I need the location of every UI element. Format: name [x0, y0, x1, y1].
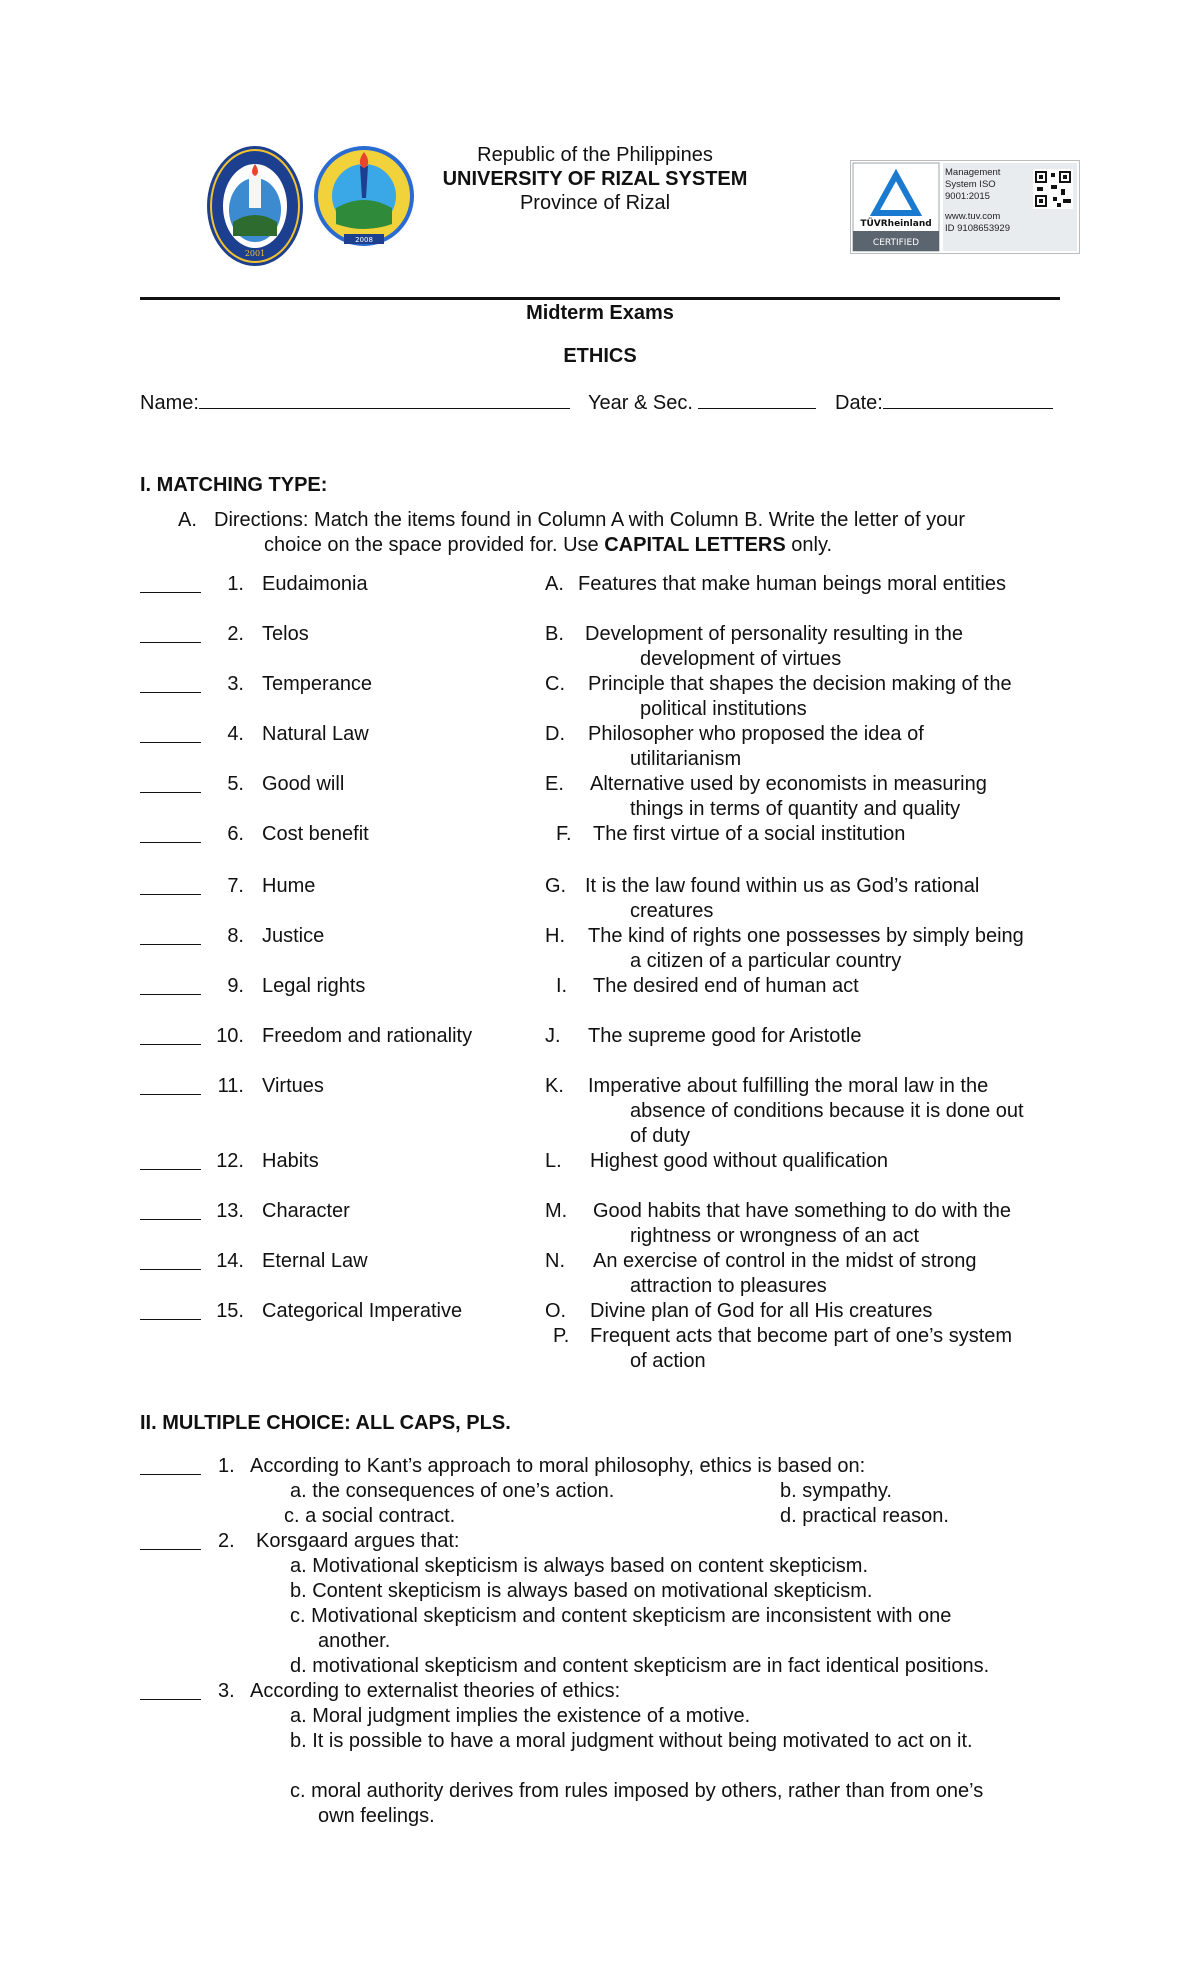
- column-b-description: Alternative used by economists in measuring: [590, 773, 987, 795]
- column-b-description: Principle that shapes the decision making of the: [588, 673, 1012, 695]
- item-number: 8.: [227, 925, 244, 947]
- mc-answer-blank-3[interactable]: [140, 1699, 201, 1700]
- seal-year: 2001: [244, 249, 266, 258]
- column-b-description: Features that make human beings moral entities: [578, 573, 1006, 595]
- column-b-description: Highest good without qualification: [590, 1150, 888, 1172]
- exam-title: Midterm Exams: [526, 302, 674, 324]
- column-b-letter: O.: [545, 1300, 567, 1322]
- column-b-description-continued: development of virtues: [640, 648, 842, 670]
- year-section-blank[interactable]: [698, 388, 816, 409]
- answer-blank[interactable]: [140, 842, 201, 843]
- answer-blank[interactable]: [140, 742, 201, 743]
- column-b-description-continued: rightness or wrongness of an act: [630, 1225, 920, 1247]
- column-b-description-continued: creatures: [630, 900, 714, 922]
- answer-blank[interactable]: [140, 1319, 201, 1320]
- mc-option: b. sympathy.: [780, 1480, 892, 1502]
- answer-blank[interactable]: [140, 894, 201, 895]
- mc-option: c. a social contract.: [284, 1505, 456, 1527]
- mc-option: b. It is possible to have a moral judgment without being motivated to act on it.: [290, 1730, 973, 1752]
- column-b-description-continued: things in terms of quantity and quality: [630, 798, 961, 820]
- name-field[interactable]: [140, 388, 570, 415]
- tuv-brand-text: TÜVRheinland: [860, 219, 932, 229]
- mc-question-stem: According to externalist theories of ethics:: [250, 1680, 621, 1702]
- tuv-url-text: www.tuv.com: [945, 211, 1001, 222]
- column-b-letter: F.: [556, 823, 572, 845]
- university-seal-logo: [205, 144, 305, 268]
- date-blank[interactable]: [883, 388, 1053, 409]
- item-number: 10.: [216, 1025, 244, 1047]
- column-b-letter: N.: [545, 1250, 565, 1272]
- mc-option: c. moral authority derives from rules imposed by others, rather than from one’s: [290, 1780, 984, 1802]
- date-field[interactable]: [835, 388, 1053, 415]
- year-section-field[interactable]: [588, 388, 816, 415]
- multiple-choice-heading: II. MULTIPLE CHOICE: ALL CAPS, PLS.: [140, 1412, 511, 1434]
- answer-blank[interactable]: [140, 1044, 201, 1045]
- directions-text: choice on the space provided for. Use: [264, 534, 605, 556]
- column-a-term: Temperance: [262, 673, 373, 695]
- column-b-description: Imperative about fulfilling the moral law in the: [588, 1075, 989, 1097]
- column-b-description: Development of personality resulting in the: [585, 623, 963, 645]
- column-a-term: Character: [262, 1200, 350, 1222]
- header-line-republic: Republic of the Philippines: [477, 144, 713, 166]
- year-section-label: Year & Sec.: [588, 392, 693, 414]
- header-line-university: UNIVERSITY OF RIZAL SYSTEM: [442, 168, 748, 190]
- mc-option: d. motivational skepticism and content skepticism are in fact identical positions.: [290, 1655, 990, 1677]
- column-a-term: Legal rights: [262, 975, 366, 997]
- answer-blank[interactable]: [140, 994, 201, 995]
- directions-text-end: only.: [785, 534, 833, 556]
- item-number: 2.: [227, 623, 244, 645]
- mc-option: c. Motivational skepticism and content skepticism are inconsistent with one: [290, 1605, 952, 1627]
- column-b-description-continued: a citizen of a particular country: [630, 950, 902, 972]
- item-number: 6.: [227, 823, 244, 845]
- column-b-description: The first virtue of a social institution: [593, 823, 906, 845]
- column-b-letter: P.: [553, 1325, 570, 1347]
- column-b-description: Frequent acts that become part of one’s system: [590, 1325, 1013, 1347]
- college-logo-year: 2008: [355, 236, 373, 244]
- column-a-term: Hume: [262, 875, 316, 897]
- column-a-term: Cost benefit: [262, 823, 369, 845]
- header-divider: [140, 297, 1060, 300]
- column-b-description: Divine plan of God for all His creatures: [590, 1300, 933, 1322]
- mc-question-number: 1.: [218, 1455, 235, 1477]
- item-number: 11.: [217, 1075, 244, 1097]
- item-number: 9.: [227, 975, 244, 997]
- directions-letter: A.: [178, 509, 197, 531]
- column-b-letter: G.: [545, 875, 567, 897]
- matching-type-heading: I. MATCHING TYPE:: [140, 474, 328, 496]
- answer-blank[interactable]: [140, 692, 201, 693]
- column-b-description: The kind of rights one possesses by simply being: [588, 925, 1024, 947]
- column-a-term: Eternal Law: [262, 1250, 368, 1272]
- column-a-term: Natural Law: [262, 723, 369, 745]
- column-b-letter: L.: [545, 1150, 562, 1172]
- mc-question-number: 2.: [218, 1530, 235, 1552]
- item-number: 1.: [227, 573, 244, 595]
- item-number: 3.: [227, 673, 244, 695]
- qr-code-icon: [1033, 169, 1073, 209]
- mc-option: a. the consequences of one’s action.: [290, 1480, 615, 1502]
- item-number: 13.: [216, 1200, 244, 1222]
- mc-option: a. Motivational skepticism is always based on content skepticism.: [290, 1555, 869, 1577]
- column-a-term: Justice: [262, 925, 325, 947]
- mc-option: d. practical reason.: [780, 1505, 949, 1527]
- column-a-term: Categorical Imperative: [262, 1300, 463, 1322]
- mc-option: a. Moral judgment implies the existence of a motive.: [290, 1705, 751, 1727]
- column-b-letter: D.: [545, 723, 565, 745]
- column-b-letter: I.: [556, 975, 568, 997]
- column-a-term: Good will: [262, 773, 345, 795]
- answer-blank[interactable]: [140, 1219, 201, 1220]
- directions-emphasis: CAPITAL LETTERS: [604, 534, 786, 556]
- column-b-letter: B.: [545, 623, 564, 645]
- column-b-letter: J.: [545, 1025, 561, 1047]
- mc-question-stem: Korsgaard argues that:: [256, 1530, 460, 1552]
- tuv-badge-text: CERTIFIED: [872, 238, 920, 248]
- mc-question-stem: According to Kant’s approach to moral philosophy, ethics is based on:: [250, 1455, 866, 1477]
- mc-option: b. Content skepticism is always based on motivational skepticism.: [290, 1580, 873, 1602]
- column-b-letter: C.: [545, 673, 565, 695]
- item-number: 5.: [227, 773, 244, 795]
- column-b-description: Philosopher who proposed the idea of: [588, 723, 924, 745]
- column-b-letter: H.: [545, 925, 565, 947]
- answer-blank[interactable]: [140, 592, 201, 593]
- directions-line-2: [264, 533, 832, 558]
- item-number: 4.: [227, 723, 244, 745]
- name-label: Name:: [140, 392, 199, 414]
- tuv-id-text: ID 9108653929: [945, 223, 1010, 234]
- column-b-description-continued: absence of conditions because it is done out: [630, 1100, 1024, 1122]
- column-b-description-continued: attraction to pleasures: [630, 1275, 827, 1297]
- column-b-description: The supreme good for Aristotle: [588, 1025, 862, 1047]
- column-a-term: Habits: [262, 1150, 319, 1172]
- column-b-description-continued: political institutions: [640, 698, 807, 720]
- item-number: 7.: [227, 875, 244, 897]
- column-b-description-continued: utilitarianism: [630, 748, 742, 770]
- column-b-description: Good habits that have something to do with the: [593, 1200, 1012, 1222]
- answer-blank[interactable]: [140, 1269, 201, 1270]
- column-b-letter: E.: [545, 773, 564, 795]
- header-line-province: Province of Rizal: [519, 192, 671, 214]
- answer-blank[interactable]: [140, 1169, 201, 1170]
- mc-answer-blank-2[interactable]: [140, 1549, 201, 1550]
- column-b-description: The desired end of human act: [593, 975, 859, 997]
- answer-blank[interactable]: [140, 792, 201, 793]
- mc-option-continued: another.: [318, 1630, 391, 1652]
- item-number: 12.: [216, 1150, 244, 1172]
- column-b-description-continued: of action: [630, 1350, 706, 1372]
- name-blank[interactable]: [199, 388, 570, 409]
- iso-system-text: Management System ISO 9001:2015: [945, 167, 1001, 202]
- exam-subject: ETHICS: [563, 345, 637, 367]
- mc-question-number: 3.: [218, 1680, 235, 1702]
- item-number: 15.: [216, 1300, 244, 1322]
- column-a-term: Telos: [262, 623, 309, 645]
- directions-line-1: Directions: Match the items found in Column A with Column B. Write the letter of your: [214, 509, 966, 531]
- answer-blank[interactable]: [140, 1094, 201, 1095]
- answer-blank[interactable]: [140, 944, 201, 945]
- mc-answer-blank-1[interactable]: [140, 1474, 201, 1475]
- column-b-description: An exercise of control in the midst of strong: [593, 1250, 977, 1272]
- mc-option-continued: own feelings.: [318, 1805, 435, 1827]
- column-b-letter: M.: [545, 1200, 568, 1222]
- answer-blank[interactable]: [140, 642, 201, 643]
- column-b-letter: K.: [545, 1075, 564, 1097]
- column-a-term: Eudaimonia: [262, 573, 368, 595]
- iso-certification-badge: [850, 160, 1080, 254]
- column-a-term: Virtues: [262, 1075, 324, 1097]
- date-label: Date:: [835, 392, 883, 414]
- column-b-letter: A.: [545, 573, 564, 595]
- tuv-certified-icon: [851, 161, 1079, 253]
- column-b-description-continued: of duty: [630, 1125, 691, 1147]
- column-a-term: Freedom and rationality: [262, 1025, 473, 1047]
- item-number: 14.: [216, 1250, 244, 1272]
- column-b-description: It is the law found within us as God’s rational: [585, 875, 980, 897]
